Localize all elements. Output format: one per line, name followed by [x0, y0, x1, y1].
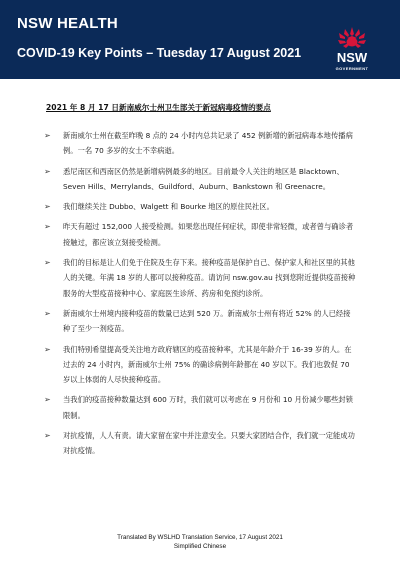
point-text: 对抗疫情，人人有责。请大家留在家中并注意安全。只要大家团结合作，我们就一定能成功对抗疫情。: [63, 431, 355, 456]
header-title: NSW HEALTH: [17, 15, 118, 32]
point-text: 当我们的疫苗接种数量达到 600 万时，我们就可以考虑在 9 月份和 10 月份减少哪些封锁限制。: [63, 395, 353, 420]
nsw-government-logo: [330, 24, 374, 76]
point-text: 我们继续关注 Dubbo、Walgett 和 Bourke 地区的原住民社区。: [63, 202, 274, 212]
arrow-bullet-icon: ➢: [44, 202, 51, 212]
arrow-bullet-icon: ➢: [44, 222, 51, 232]
point-text: 我们的目标是让人们免于住院及生存下来。接种疫苗是保护自己、保护家人和社区里的其他人的关键。年满 18 岁的人都可以接种疫苗。请访问 nsw.gov.au 找到您附近提供疫苗接种服务的大型疫苗接种中心、家庭医生诊所、药房和免预约诊所。: [63, 258, 356, 298]
list-item: [44, 306, 356, 337]
list-item: [44, 219, 356, 250]
list-item: [44, 342, 356, 388]
header-subtitle: COVID-19 Key Points – Tuesday 17 August 2021: [17, 46, 302, 60]
list-item: [44, 428, 356, 459]
arrow-bullet-icon: ➢: [44, 344, 51, 354]
arrow-bullet-icon: ➢: [44, 166, 51, 176]
point-text: 昨天有超过 152,000 人接受检测。如果您出现任何症状，即使非常轻微，或者曾与确诊者接触过，都应该立刻接受检测。: [63, 222, 354, 247]
footer: [0, 533, 400, 551]
language-label: Simplified Chinese: [173, 543, 227, 550]
arrow-bullet-icon: ➢: [44, 258, 51, 268]
list-item: [44, 164, 356, 195]
list-item: [44, 255, 356, 301]
arrow-bullet-icon: ➢: [44, 308, 51, 318]
logo-wordmark: NSW: [336, 50, 368, 65]
header-banner: [0, 0, 400, 79]
list-item: [44, 199, 356, 214]
point-text: 新南威尔士州在截至昨晚 8 点的 24 小时内总共记录了 452 例新增的新冠病毒本地传播病例。一名 70 多岁的女士不幸病逝。: [63, 131, 353, 156]
point-text: 我们特别希望提高受关注地方政府辖区的疫苗接种率，尤其是年龄介于 16-39 岁的人。在过去的 24 小时内，新南威尔士州 75% 的确诊病例年龄都在 40 岁以下。我们也敦促 70 岁以上体弱的人尽快接种疫苗。: [63, 344, 352, 385]
arrow-bullet-icon: ➢: [44, 131, 51, 140]
logo-tagline: GOVERNMENT: [335, 66, 369, 71]
point-text: 悉尼南区和西南区仍然是新增病例最多的地区。目前最令人关注的地区是 Blacktown、Seven Hills、Merrylands、Guildford、Auburn、Bankstown 和 Greenacre。: [63, 166, 344, 191]
arrow-bullet-icon: ➢: [44, 395, 51, 405]
key-points-list: [44, 128, 356, 464]
point-text: 新南威尔士州境内接种疫苗的数量已达到 520 万。新南威尔士州有将近 52% 的人已经接种了至少一剂疫苗。: [63, 308, 351, 334]
translation-credit: Translated By WSLHD Translation Service, 17 August 2021: [117, 534, 283, 541]
arrow-bullet-icon: ➢: [44, 431, 51, 441]
waratah-logo-icon: [335, 24, 369, 50]
document-title: 2021 年 8 月 17 日新南威尔士州卫生部关于新冠病毒疫情的要点: [46, 103, 271, 112]
list-item: [44, 392, 356, 423]
list-item: [44, 128, 356, 159]
